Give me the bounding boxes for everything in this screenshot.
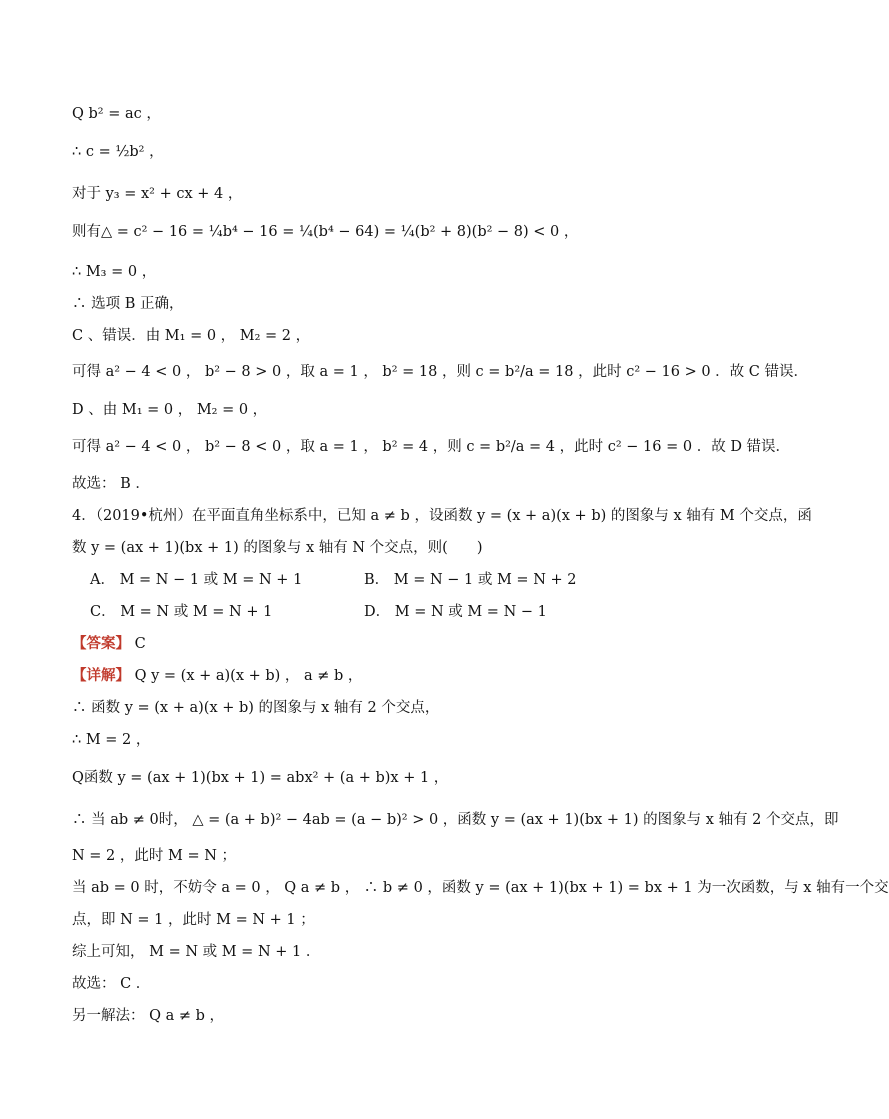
option-b: B． M = N − 1 或 M = N + 2 xyxy=(364,572,577,588)
text-line: ∴ 函数 y = (x + a)(x + b) 的图象与 x 轴有 2 个交点， xyxy=(72,700,440,716)
answer-line xyxy=(72,634,146,654)
answer-tag: 【答案】 xyxy=(72,636,130,652)
text-line: 故选： B ． xyxy=(72,476,150,492)
text-line: 故选： C ． xyxy=(72,976,151,992)
text-line: 可得 a² − 4 < 0 ， b² − 8 > 0 ，取 a = 1 ， b² = 18 ，则 c = b²/a = 18 ，此时 c² − 16 > 0 ．故 C 错误． xyxy=(72,364,808,380)
text-line: 点，即 N = 1 ，此时 M = N + 1 ； xyxy=(72,912,315,928)
text-line: 综上可知， M = N 或 M = N + 1 ． xyxy=(72,944,321,960)
detail-first: Q y = (x + a)(x + b) ， a ≠ b ， xyxy=(134,668,363,684)
text-line: Q函数 y = (ax + 1)(bx + 1) = abx² + (a + b)x + 1 ， xyxy=(72,770,449,786)
detail-line xyxy=(72,666,362,686)
text-line: 可得 a² − 4 < 0 ， b² − 8 < 0 ，取 a = 1 ， b² = 4 ，则 c = b²/a = 4 ，此时 c² − 16 = 0 ．故 D 错误． xyxy=(72,439,791,455)
text-line: ∴ c = ½b² ， xyxy=(72,144,164,160)
option-a: A． M = N − 1 或 M = N + 1 xyxy=(90,572,303,588)
detail-tag: 【详解】 xyxy=(72,668,130,684)
text-line: 则有△ = c² − 16 = ¼b⁴ − 16 = ¼(b⁴ − 64) = ¼(b² + 8)(b² − 8) < 0 ， xyxy=(72,224,579,240)
text-line: ∴ 选项 B 正确， xyxy=(72,296,184,312)
text-line: 当 ab = 0 时，不妨令 a = 0 ， Q a ≠ b ， ∴ b ≠ 0 ，函数 y = (ax + 1)(bx + 1) = bx + 1 为一次函数，与 x 轴有一个交 xyxy=(72,880,889,896)
text-line: ∴ 当 ab ≠ 0时， △ = (a + b)² − 4ab = (a − b)² > 0 ，函数 y = (ax + 1)(bx + 1) 的图象与 x 轴有 2 个交点，即 xyxy=(72,812,839,828)
option-d: D． M = N 或 M = N − 1 xyxy=(364,604,547,620)
answer-value: C xyxy=(134,636,146,652)
question-line: 数 y = (ax + 1)(bx + 1) 的图象与 x 轴有 N 个交点，则( ) xyxy=(72,540,483,556)
text-line: N = 2 ，此时 M = N ； xyxy=(72,848,237,864)
text-line: D 、由 M₁ = 0 ， M₂ = 0 ， xyxy=(72,402,268,418)
text-line: C 、错误．由 M₁ = 0 ， M₂ = 2 ， xyxy=(72,328,311,344)
text-line: Q b² = ac ， xyxy=(72,106,161,122)
option-c: C． M = N 或 M = N + 1 xyxy=(90,604,273,620)
text-line: ∴ M = 2 ， xyxy=(72,732,151,748)
text-line: 对于 y₃ = x² + cx + 4 ， xyxy=(72,186,243,202)
text-line: ∴ M₃ = 0 ， xyxy=(72,264,157,280)
text-line: 另一解法： Q a ≠ b ， xyxy=(72,1008,225,1024)
question-line: 4．（2019•杭州）在平面直角坐标系中，已知 a ≠ b ，设函数 y = (x + a)(x + b) 的图象与 x 轴有 M 个交点，函 xyxy=(72,508,812,524)
